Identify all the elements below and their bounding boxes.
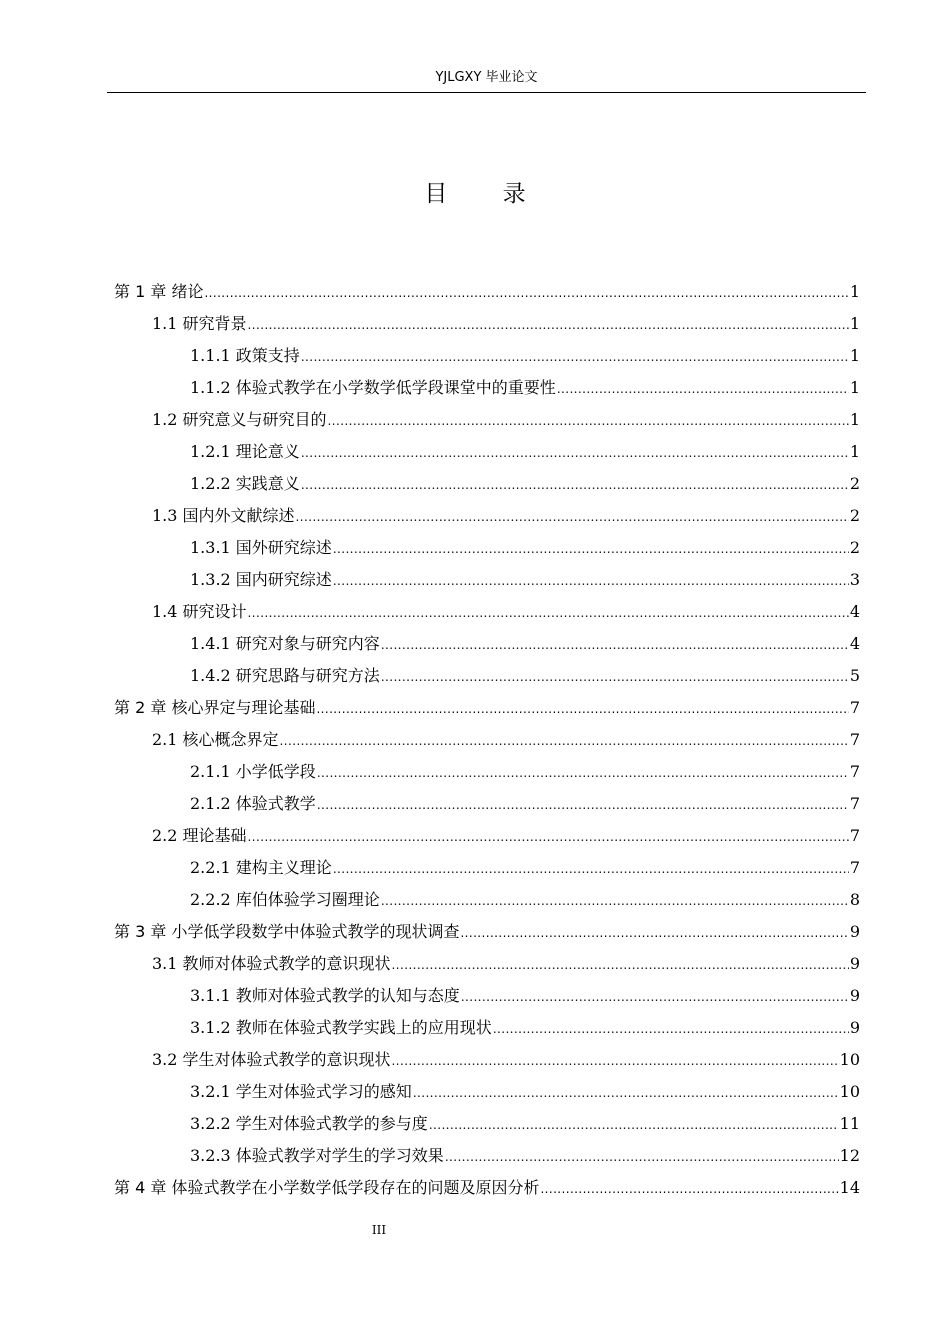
dot-leader: [460, 917, 848, 949]
toc-entry[interactable]: [114, 948, 860, 980]
dot-leader: [280, 725, 849, 757]
toc-entry-text: 第 3 章 小学低学段数学中体验式教学的现状调查: [114, 922, 460, 941]
toc-entry[interactable]: [114, 500, 860, 532]
toc-entry[interactable]: [114, 1172, 860, 1204]
toc-entry-page: 7: [849, 698, 860, 717]
toc-entry[interactable]: [114, 1076, 860, 1108]
toc-entry[interactable]: [114, 1044, 860, 1076]
toc-entry-text: 2.2.1 建构主义理论: [190, 858, 332, 877]
toc-entry-page: 2: [849, 506, 860, 525]
toc-entry-text: 第 2 章 核心界定与理论基础: [114, 698, 316, 717]
toc-entry-page: 7: [849, 794, 860, 813]
dot-leader: [381, 629, 849, 661]
toc-entry[interactable]: [114, 596, 860, 628]
dot-leader: [204, 277, 848, 309]
toc-entry-text: 3.1.1 教师对体验式教学的认知与态度: [190, 986, 460, 1005]
dot-leader: [381, 661, 849, 693]
toc-entry-text: 1.3.2 国内研究综述: [190, 570, 332, 589]
toc-entry[interactable]: [114, 436, 860, 468]
dot-leader: [328, 405, 849, 437]
toc-entry-page: 5: [849, 666, 860, 685]
toc-entry-page: 2: [849, 474, 860, 493]
toc-entry-text: 2.1 核心概念界定: [152, 730, 279, 749]
toc-entry[interactable]: [114, 788, 860, 820]
toc-entry-text: 1.4 研究设计: [152, 602, 247, 621]
dot-leader: [301, 437, 849, 469]
dot-leader: [445, 1141, 839, 1173]
toc-entry-text: 2.2 理论基础: [152, 826, 247, 845]
toc-entry-page: 9: [849, 922, 860, 941]
toc-entry-text: 1.1.1 政策支持: [190, 346, 300, 365]
toc-entry-text: 3.1 教师对体验式教学的意识现状: [152, 954, 391, 973]
dot-leader: [317, 789, 849, 821]
dot-leader: [413, 1077, 839, 1109]
toc-entry[interactable]: [114, 1140, 860, 1172]
page-number: III: [371, 1223, 387, 1237]
dot-leader: [248, 821, 849, 853]
toc-entry[interactable]: [114, 564, 860, 596]
dot-leader: [333, 853, 849, 885]
dot-leader: [381, 885, 849, 917]
dot-leader: [333, 533, 849, 565]
toc-entry-page: 1: [849, 442, 860, 461]
toc-entry-text: 3.2.2 学生对体验式教学的参与度: [190, 1114, 428, 1133]
toc-entry-page: 1: [849, 282, 860, 301]
toc-entry-text: 第 1 章 绪论: [114, 282, 204, 301]
toc-entry[interactable]: [114, 340, 860, 372]
toc-entry-text: 2.2.2 库伯体验学习圈理论: [190, 890, 380, 909]
toc-entry-page: 7: [849, 762, 860, 781]
toc-entry[interactable]: [114, 884, 860, 916]
toc-entry-text: 第 4 章 体验式教学在小学数学低学段存在的问题及原因分析: [114, 1178, 540, 1197]
toc-entry-text: 2.1.2 体验式教学: [190, 794, 316, 813]
dot-leader: [557, 373, 849, 405]
dot-leader: [392, 949, 849, 981]
toc-entry-page: 10: [839, 1050, 860, 1069]
dot-leader: [392, 1045, 839, 1077]
toc-entry-text: 3.2.1 学生对体验式学习的感知: [190, 1082, 412, 1101]
dot-leader: [316, 693, 848, 725]
toc-entry[interactable]: [114, 756, 860, 788]
toc-entry-page: 4: [849, 602, 860, 621]
dot-leader: [429, 1109, 839, 1141]
toc-entry-text: 2.1.1 小学低学段: [190, 762, 316, 781]
table-of-contents: [114, 276, 860, 1204]
toc-entry[interactable]: [114, 276, 860, 308]
toc-entry-page: 9: [849, 954, 860, 973]
toc-entry-page: 14: [839, 1178, 860, 1197]
toc-entry-page: 3: [849, 570, 860, 589]
toc-entry-page: 9: [849, 1018, 860, 1037]
toc-entry[interactable]: [114, 372, 860, 404]
toc-entry[interactable]: [114, 628, 860, 660]
toc-entry[interactable]: [114, 1108, 860, 1140]
toc-entry-page: 1: [849, 314, 860, 333]
toc-entry-text: 1.2.1 理论意义: [190, 442, 300, 461]
toc-entry-page: 1: [849, 410, 860, 429]
toc-entry-text: 3.1.2 教师在体验式教学实践上的应用现状: [190, 1018, 492, 1037]
toc-entry[interactable]: [114, 1012, 860, 1044]
toc-entry[interactable]: [114, 404, 860, 436]
toc-entry-page: 11: [839, 1114, 860, 1133]
toc-entry[interactable]: [114, 724, 860, 756]
toc-entry-text: 1.3.1 国外研究综述: [190, 538, 332, 557]
toc-entry[interactable]: [114, 980, 860, 1012]
toc-entry-text: 1.4.2 研究思路与研究方法: [190, 666, 380, 685]
toc-entry-text: 1.1 研究背景: [152, 314, 247, 333]
dot-leader: [540, 1173, 838, 1205]
toc-entry-page: 7: [849, 826, 860, 845]
toc-entry-page: 7: [849, 858, 860, 877]
toc-entry[interactable]: [114, 916, 860, 948]
toc-entry-page: 10: [839, 1082, 860, 1101]
toc-entry-text: 1.2 研究意义与研究目的: [152, 410, 327, 429]
toc-entry-page: 9: [849, 986, 860, 1005]
toc-entry[interactable]: [114, 532, 860, 564]
dot-leader: [317, 757, 849, 789]
toc-entry-page: 2: [849, 538, 860, 557]
toc-entry-page: 1: [849, 378, 860, 397]
dot-leader: [248, 309, 849, 341]
toc-entry-text: 1.3 国内外文献综述: [152, 506, 295, 525]
dot-leader: [248, 597, 849, 629]
running-header: YJLGXY 毕业论文: [435, 70, 538, 85]
toc-entry-text: 3.2.3 体验式教学对学生的学习效果: [190, 1146, 444, 1165]
toc-entry-page: 4: [849, 634, 860, 653]
dot-leader: [461, 981, 849, 1013]
toc-entry[interactable]: [114, 468, 860, 500]
dot-leader: [333, 565, 849, 597]
toc-entry[interactable]: [114, 308, 860, 340]
toc-entry-text: 1.1.2 体验式教学在小学数学低学段课堂中的重要性: [190, 378, 556, 397]
toc-entry[interactable]: [114, 660, 860, 692]
toc-entry[interactable]: [114, 820, 860, 852]
dot-leader: [301, 469, 849, 501]
dot-leader: [296, 501, 849, 533]
toc-entry[interactable]: [114, 692, 860, 724]
toc-entry-page: 8: [849, 890, 860, 909]
toc-entry-page: 12: [839, 1146, 860, 1165]
dot-leader: [301, 341, 849, 373]
toc-entry-text: 3.2 学生对体验式教学的意识现状: [152, 1050, 391, 1069]
toc-entry-page: 1: [849, 346, 860, 365]
toc-entry-page: 7: [849, 730, 860, 749]
toc-entry-text: 1.4.1 研究对象与研究内容: [190, 634, 380, 653]
toc-entry[interactable]: [114, 852, 860, 884]
toc-title: 目 录: [424, 181, 550, 207]
dot-leader: [493, 1013, 849, 1045]
toc-entry-text: 1.2.2 实践意义: [190, 474, 300, 493]
header-divider: [107, 92, 866, 93]
